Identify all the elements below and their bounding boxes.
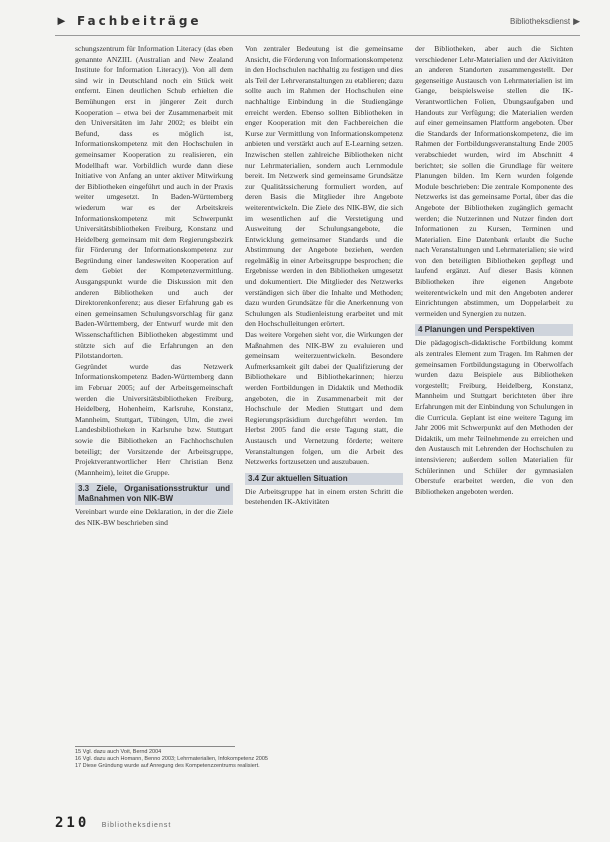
footnote: 15 Vgl. dazu auch Voit, Bernd 2004 (75, 749, 162, 755)
section-arrow-icon: ► (55, 13, 68, 28)
paragraph: Von zentraler Bedeutung ist die gemeinsame Ansicht, die Förderung von Informationskompetenz in den Hochschulen nachhaltig zu festigen und dies als Teil der Lehrveranstaltungen zu etablieren; dazu sollte auch im Rahmen der Hochschulen eine nachhaltige Einbindung in die Studiengänge erreicht werden. Ebenso sollten Bibliotheken in enger Kooperation mit den Fachbereichen die Kurse zur Vermittlung von Informationskompetenz anbieten und verstärkt auch auf E-Learning setzen. Inzwischen stellen zahlreiche Bibliotheken nicht nur Lehrmaterialien, sondern auch Lernmodule bereit. Im Netzwerk sind gemeinsame Grundsätze zur Qualitätssicherung formuliert worden, auf deren Basis die Mitglieder ihre Angebote weiterentwickeln. Die Ziele des NIK-BW, die sich im wesentlichen auf die Verstetigung und Ausweitung der Schulungsangebote, die Entwicklung gemeinsamer Standards und die Abstimmung der Angebote beziehen, werden regelmäßig in einer Arbeitsgruppe besprochen; die Ergebnisse werden in den Bibliotheken umgesetzt und dokumentiert. Die Mitglieder des Netzwerks verständigen sich über die Inhalte und Methoden; dazu wurden Grundsätze für die Anerkennung von Schulungen als Studienleistung erarbeitet und mit den Hochschulleitungen erörtert. (245, 44, 403, 329)
paragraph: der Bibliotheken, aber auch die Sichten verschiedener Lehr-Materialien und der Aktivitäten an anderen Standorten zusammengestellt. Der gegenseitige Austausch von Lehrmaterialien ist im Gange, beispielsweise stellen die IK-Verantwortlichen Folien, Übungsaufgaben und Handouts zur Verfügung; die Materialien werden auf einer gemeinsamen Plattform angeboten. Über die Standards der Informationskompetenz, die im Rahmen der Fortbildungsveranstaltung Ende 2005 verabschiedet wurden, wird im Abschnitt 4 berichtet; sie sollen die Grundlage für weitere Planungen bilden. Im Kern wurden folgende Module beschrieben: Die zentrale Komponente des Netzwerks ist das gemeinsame Portal, über das die Angebote der Bibliotheken zugänglich gemacht werden; die Nutzerinnen und Nutzer finden dort Informationen zu Kursen, Terminen und Materialien. Eine Datenbank erlaubt die Suche nach Veranstaltungen und Lehrmaterialien; sie wird von den beteiligten Bibliotheken gepflegt und laufend ergänzt. Auf dieser Basis können Bibliotheken ihre eigenen Angebote weiterentwickeln und mit den Angeboten anderer Einrichtungen abstimmen, um Doppelarbeit zu vermeiden und Synergien zu nutzen. (415, 44, 573, 318)
footnote: 16 Vgl. dazu auch Homann, Benno 2003; Lehrmaterialien, Infokompetenz 2005 (75, 756, 268, 762)
section-heading-3-3: 3.3 Ziele, Organisationsstruktur und Maßnahmen von NIK-BW (75, 483, 233, 505)
section-heading-4: 4 Planungen und Perspektiven (415, 324, 573, 336)
page-header (55, 13, 580, 33)
footnote: 17 Diese Gründung wurde auf Anregung des Kompetenzzentrums realisiert. (75, 763, 260, 769)
section-heading-3-4: 3.4 Zur aktuellen Situation (245, 473, 403, 485)
footer-journal-title: Bibliotheksdienst (101, 822, 172, 829)
journal-running-head (510, 16, 580, 27)
paragraph: Das weitere Vorgehen sieht vor, die Wirkungen der Maßnahmen des NIK-BW zu evaluieren und gemeinsam weiterzuentwickeln. Besondere Aufmerksamkeit gilt dabei der Qualifizierung der Bibliothekare und Bibliothekarinnen; hierzu werden Fortbildungen in Didaktik und Methodik angeboten, die in Zusammenarbeit mit der Hochschule der Medien Stuttgart und dem Regierungspräsidium durchgeführt werden. Im Herbst 2005 fand die erste Tagung statt, die Austausch und Vernetzung förderte; weitere Veranstaltungen folgen, um die Arbeit des Netzwerks fortzusetzen und auszubauen. (245, 330, 403, 467)
paragraph: Die Arbeitsgruppe hat in einem ersten Schritt die bestehenden IK-Aktivitäten (245, 486, 403, 507)
section-title: Fachbeiträge (77, 14, 202, 28)
triangle-icon: ▶ (573, 16, 580, 26)
text-column-2 (245, 44, 403, 804)
paragraph: schungszentrum für Information Literacy (das eben genannte ANZIIL (Australian and New Zealand Institute for Information Literacy)). Von all dem sind wir in Deutschland noch ein Stück weit entfernt. Einen deutlichen Schub erhielten die Bemühungen erst in jüngerer Zeit durch Kooperation – etwa bei der Zusammenarbeit mit den Universitäten im Jahr 2002; es bleibt ein Befund, dass es möglich ist, Informationskompetenz mit den Hochschulen in gemeinsamer Kooperation zu realisieren, ein Modellhaft war. Vorbildlich wurde dann diese Initiative von Anfang an unter aktiver Mitwirkung der Bibliotheken eingeführt und auch in der Praxis weiter umgesetzt. In Baden-Württemberg wiederum war es der Arbeitskreis Informationskompetenz mit Schwerpunkt Universitätsbibliotheken Freiburg, Konstanz und Heidelberg gemeinsam mit dem Regierungsbezirk für Förderung der Informationskompetenz zur Begründung einer landesweiten Kooperation auf dem Gebiet der Kompetenzvermittlung. Ausgangspunkt wurde die Diskussion mit den anderen Bibliotheken und auch der Direktorenkonferenz; aus dieser Erfahrung gab es einen gemeinsamen Schulungsvorschlag für ganz Baden-Württemberg, der Entwurf wurde mit den Wissenschaftlichen Bibliotheken abgestimmt und stützte sich auf die Erfahrungen an den Pilotstandorten. (75, 44, 233, 361)
text-column-3 (415, 44, 573, 804)
paragraph: Gegründet wurde das Netzwerk Informationskompetenz Baden-Württemberg dann im Februar 2005; auf der Arbeitsgemeinschaft werden die Universitätsbibliotheken Freiburg, Heidelberg, Hohenheim, Karlsruhe, Konstanz, Mannheim, Stuttgart, Tübingen, Ulm, die zwei Landesbibliotheken in Karlsruhe bzw. Stuttgart sowie die Bibliotheken an Fachhochschulen beteiligt; der Vorsitzende der Arbeitsgruppe, Projektverantwortlicher Herr Christian Benz (Mannheim), leitet die Gruppe. (75, 361, 233, 477)
page-number: 210 (55, 815, 90, 831)
footnotes (75, 746, 268, 770)
paragraph: Die pädagogisch-didaktische Fortbildung kommt als zentrales Element zum Tragen. Im Rahmen der gemeinsamen Fortbildungstagung in Oberwolfach wurden dazu Beispiele aus Bibliotheken vorgestellt; Freiburg, Heidelberg, Konstanz, Mannheim und Stuttgart berichteten über ihre Erfahrungen mit der Einbindung von Schulungen in die Curricula. Geplant ist eine weitere Tagung im Jahr 2006 mit Schwerpunkt auf den Methoden der Didaktik, um mehr Teilnehmende zu erreichen und den Austausch mit Lehrenden der Hochschulen zu intensivieren; außerdem sollen Materialien für Schülerinnen und Schüler der gymnasialen Oberstufe erarbeitet werden, die von den Bibliotheken angeboten werden. (415, 338, 573, 496)
page-footer (55, 814, 355, 830)
text-column-1 (75, 44, 233, 734)
journal-running-head-text: Bibliotheksdienst (510, 17, 571, 26)
header-divider (55, 35, 580, 36)
paragraph: Vereinbart wurde eine Deklaration, in der die Ziele des NIK-BW beschrieben sind (75, 507, 233, 527)
